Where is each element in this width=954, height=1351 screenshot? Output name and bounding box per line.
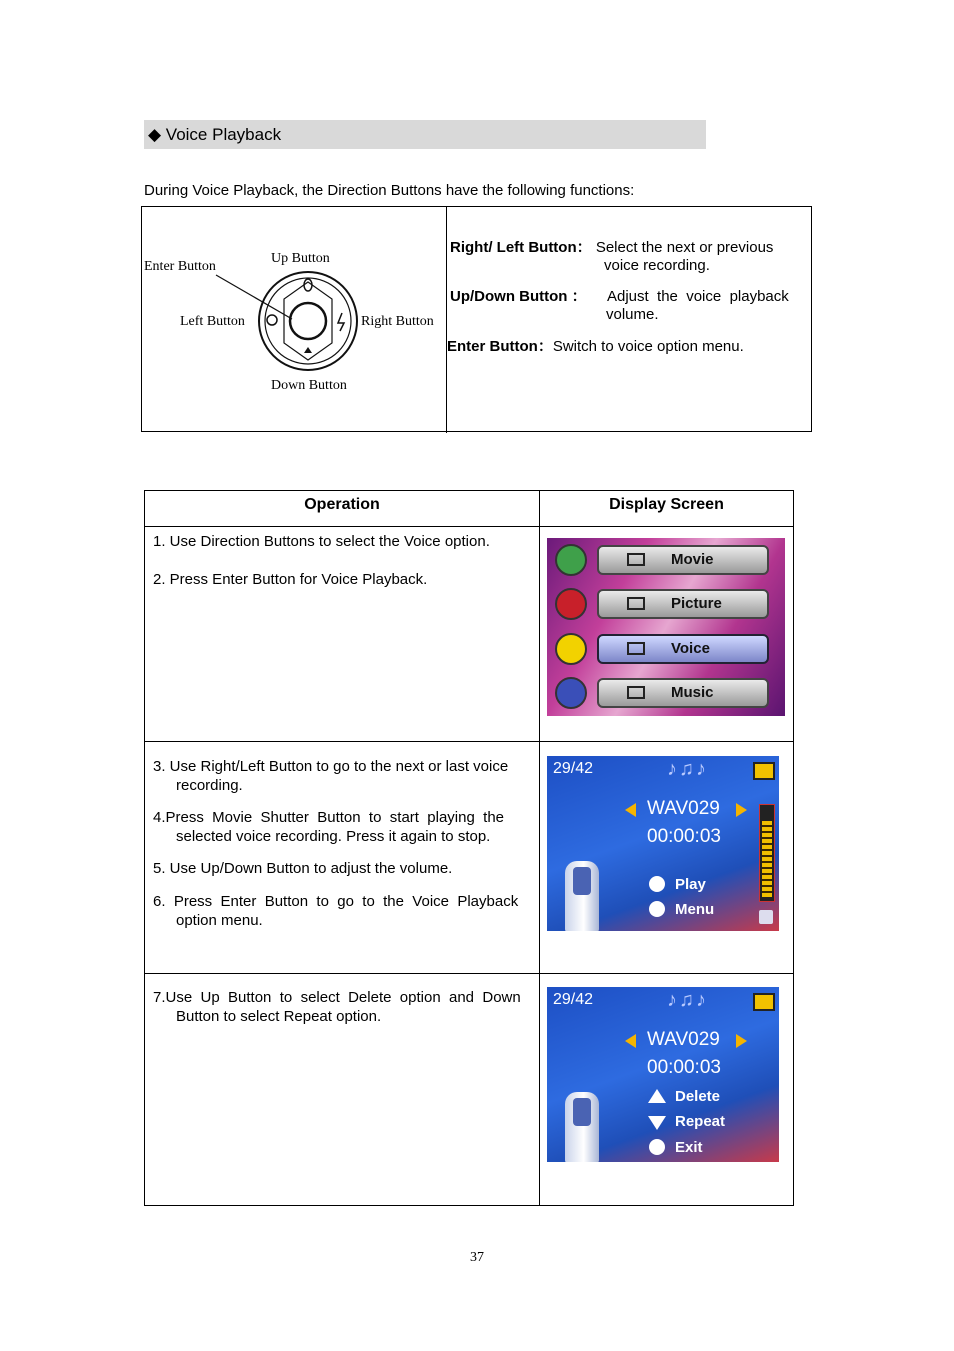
folder-icon	[627, 553, 645, 566]
speaker-icon	[759, 910, 773, 924]
camera-icon	[555, 588, 587, 620]
voice-mode-icon	[753, 762, 775, 780]
playback-time: 00:00:03	[647, 1057, 721, 1078]
menu-screen	[547, 538, 785, 716]
volume-bar	[759, 804, 775, 902]
recorder-device-icon	[565, 1092, 599, 1162]
step-text: 1. Use Direction Buttons to select the Voice option.	[153, 533, 490, 550]
function-right-left	[450, 239, 810, 257]
step-line: 5. Use Up/Down Button to adjust the volume.	[153, 860, 453, 877]
section-title: ◆ Voice Playback	[148, 125, 282, 144]
step-line: 3. Use Right/Left Button to go to the next or last voice	[153, 758, 509, 775]
menu-item-voice	[555, 631, 777, 667]
left-button-label: Left Button	[180, 314, 245, 329]
option-delete: Delete	[675, 1088, 721, 1105]
menu-label: Picture	[671, 595, 722, 612]
music-note-icon	[555, 677, 587, 709]
option-play: Play	[675, 876, 706, 893]
option-repeat: Repeat	[675, 1113, 726, 1130]
function-desc-cont: volume.	[606, 306, 659, 323]
intro-text: During Voice Playback, the Direction Buttons have the following functions:	[144, 182, 635, 199]
section-header	[144, 120, 706, 149]
down-button-label: Down Button	[271, 378, 347, 393]
file-counter: 29/42	[553, 760, 594, 777]
up-triangle-icon	[648, 1089, 666, 1103]
music-notes-icon: ♪♫♪	[667, 989, 708, 1011]
menu-item-movie	[555, 542, 777, 578]
function-desc: Adjust the voice playback	[607, 288, 789, 305]
function-desc: Switch to voice option menu.	[552, 338, 744, 355]
file-name: WAV029	[647, 798, 720, 819]
column-header-operation: Operation	[304, 496, 380, 513]
step-line: 6. Press Enter Button to go to the Voice Playback	[153, 893, 519, 910]
menu-label: Voice	[671, 640, 710, 657]
menu-bar	[597, 678, 769, 708]
page-number: 37	[470, 1250, 484, 1265]
music-notes-icon: ♪♫♪	[667, 758, 708, 780]
folder-icon	[627, 597, 645, 610]
playback-screen	[547, 756, 779, 931]
playback-time: 00:00:03	[647, 826, 721, 847]
function-key	[450, 288, 587, 306]
step-line: selected voice recording. Press it again to stop.	[176, 828, 491, 845]
right-arrow-icon	[736, 803, 747, 817]
menu-item-picture	[555, 586, 777, 622]
recorder-device-icon	[565, 861, 599, 931]
file-name: WAV029	[647, 1029, 720, 1050]
option-exit: Exit	[675, 1139, 703, 1156]
step-line: 4.Press Movie Shutter Button to start playing the	[153, 809, 505, 826]
step-text: 2. Press Enter Button for Voice Playback.	[153, 571, 428, 588]
operation-table-rule	[144, 973, 794, 974]
menu-bar-active	[597, 634, 769, 664]
step-text	[153, 757, 530, 795]
left-arrow-icon	[625, 803, 636, 817]
step-line: Button to select Repeat option.	[176, 1008, 382, 1025]
step-line: option menu.	[176, 912, 263, 929]
step-line: recording.	[176, 777, 243, 794]
step-text	[153, 808, 530, 846]
microphone-icon	[555, 633, 587, 665]
function-key: Right/ Left Button：	[450, 239, 592, 256]
menu-label: Music	[671, 684, 714, 701]
folder-icon	[627, 686, 645, 699]
function-enter	[447, 338, 744, 356]
operation-table-rule	[144, 526, 794, 527]
menu-bar	[597, 545, 769, 575]
menu-label: Movie	[671, 551, 714, 568]
option-screen	[547, 987, 779, 1162]
step-line: 7.Use Up Button to select Delete option and Down	[153, 989, 521, 1006]
down-triangle-icon	[648, 1116, 666, 1130]
function-desc-cont: voice recording.	[604, 257, 710, 274]
circle-icon	[649, 901, 665, 917]
play-option-icon	[649, 876, 665, 892]
function-desc: Select the next or previous	[595, 239, 774, 256]
column-header-display: Display Screen	[609, 496, 724, 513]
file-counter: 29/42	[553, 991, 594, 1008]
step-text	[153, 859, 530, 878]
function-key-updown: Up/Down Button ：	[450, 288, 587, 305]
operation-table-rule	[144, 741, 794, 742]
right-button-label: Right Button	[361, 314, 434, 329]
menu-bar	[597, 589, 769, 619]
left-arrow-icon	[625, 1034, 636, 1048]
enter-button-label: Enter Button	[144, 259, 216, 274]
menu-item-music	[555, 675, 777, 711]
folder-icon	[627, 642, 645, 655]
right-arrow-icon	[736, 1034, 747, 1048]
circle-icon	[649, 1139, 665, 1155]
operation-table-divider	[539, 490, 540, 1206]
up-button-label: Up Button	[271, 251, 330, 266]
movie-icon	[555, 544, 587, 576]
step-text	[153, 892, 530, 930]
function-table-divider	[446, 206, 447, 433]
option-menu: Menu	[675, 901, 715, 918]
voice-mode-icon	[753, 993, 775, 1011]
step-text	[153, 988, 530, 1026]
function-key: Enter Button：	[447, 338, 553, 355]
